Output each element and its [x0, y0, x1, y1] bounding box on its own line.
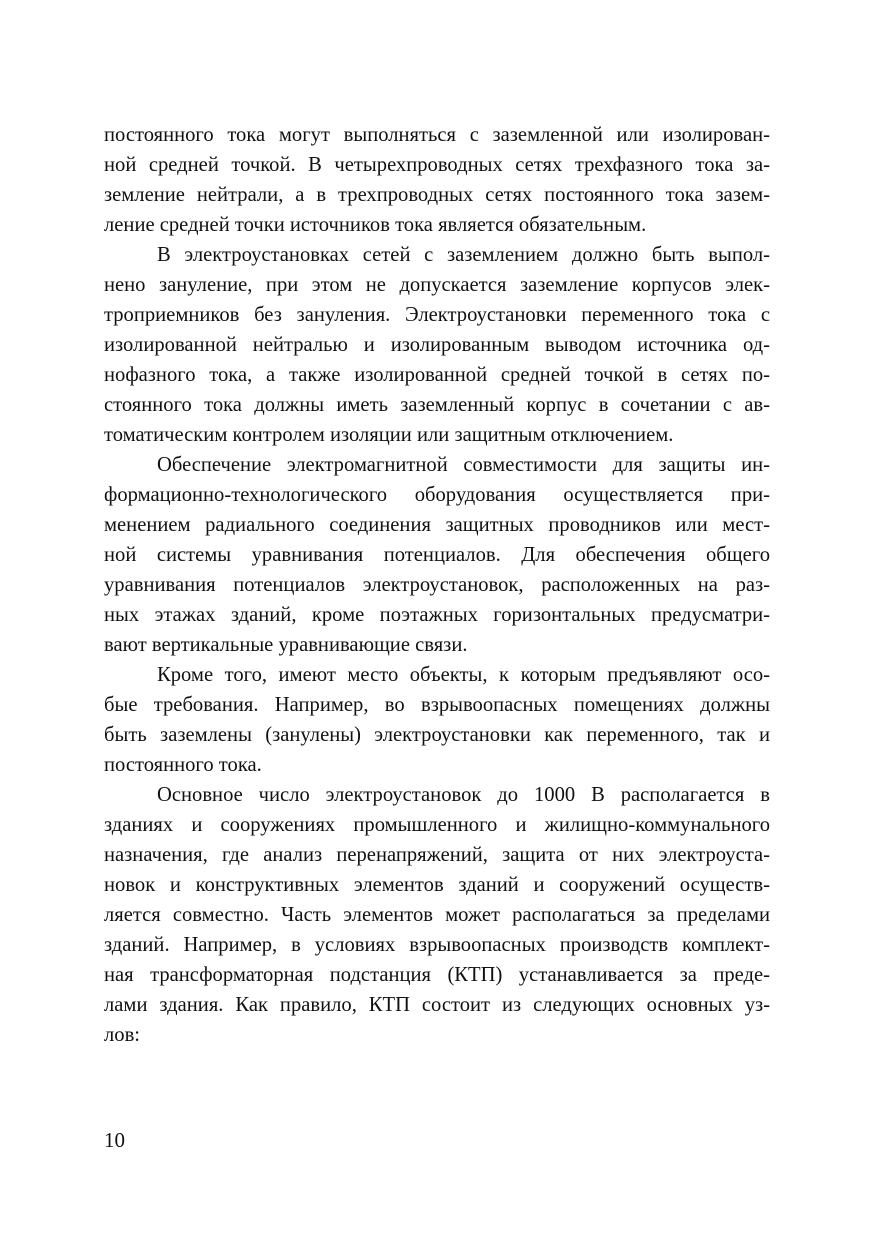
text-line: В электроустановках сетей с заземлением должно быть выпол- [157, 244, 770, 266]
text-line: нофазного тока, а также изолированной средней точкой в сетях по- [104, 364, 770, 386]
text-line: бые требования. Например, во взрывоопасных помещениях должны [104, 694, 770, 716]
text-line: лов: [104, 1024, 141, 1046]
text-line: лами здания. Как правило, КТП состоит из следующих основных уз- [104, 994, 770, 1016]
text-line: вают вертикальные уравнивающие связи. [104, 634, 468, 656]
text-line: постоянного тока могут выполняться с заземленной или изолирован- [104, 124, 770, 146]
text-line: ной системы уравнивания потенциалов. Для обеспечения общего [104, 544, 770, 566]
text-line: зданиях и сооружениях промышленного и жилищно-коммунального [104, 814, 770, 836]
text-line: ных этажах зданий, кроме поэтажных горизонтальных предусматри- [104, 604, 770, 626]
text-line: уравнивания потенциалов электроустановок, расположенных на раз- [104, 574, 770, 596]
text-line: стоянного тока должны иметь заземленный корпус в сочетании с ав- [104, 394, 770, 416]
text-line: ной средней точкой. В четырехпроводных сетях трехфазного тока за- [104, 154, 770, 176]
text-line: менением радиального соединения защитных проводников или мест- [104, 514, 770, 536]
text-line: формационно-технологического оборудования осуществляется при- [104, 484, 770, 506]
text-line: Кроме того, имеют место объекты, к которым предъявляют осо- [157, 664, 770, 686]
text-line: томатическим контролем изоляции или защитным отключением. [104, 424, 674, 446]
paragraph-4 [104, 660, 770, 780]
text-line: земление нейтрали, а в трехпроводных сетях постоянного тока зазем- [104, 184, 770, 206]
text-line: быть заземлены (занулены) электроустановки как переменного, так и [104, 724, 770, 746]
paragraph-3 [104, 450, 770, 660]
text-line: зданий. Например, в условиях взрывоопасных производств комплект- [104, 934, 770, 956]
paragraph-2 [104, 240, 770, 450]
text-line: изолированной нейтралью и изолированным выводом источника од- [104, 334, 770, 356]
page-number: 10 [104, 1128, 125, 1152]
text-line: Основное число электроустановок до 1000 В располагается в [157, 784, 770, 806]
text-line: ная трансформаторная подстанция (КТП) устанавливается за преде- [104, 964, 770, 986]
text-line: назначения, где анализ перенапряжений, защита от них электроуста- [104, 844, 770, 866]
text-line: троприемников без зануления. Электроустановки переменного тока с [104, 304, 770, 326]
paragraph-1 [104, 120, 770, 240]
text-line: нено зануление, при этом не допускается заземление корпусов элек- [104, 274, 770, 296]
paragraph-5 [104, 780, 770, 1050]
text-line: постоянного тока. [104, 754, 262, 776]
text-line: Обеспечение электромагнитной совместимости для защиты ин- [157, 454, 770, 476]
body-text [104, 120, 770, 1050]
text-line: ляется совместно. Часть элементов может располагаться за пределами [104, 904, 770, 926]
text-line: ление средней точки источников тока является обязательным. [104, 214, 647, 236]
text-line: новок и конструктивных элементов зданий и сооружений осуществ- [104, 874, 770, 896]
